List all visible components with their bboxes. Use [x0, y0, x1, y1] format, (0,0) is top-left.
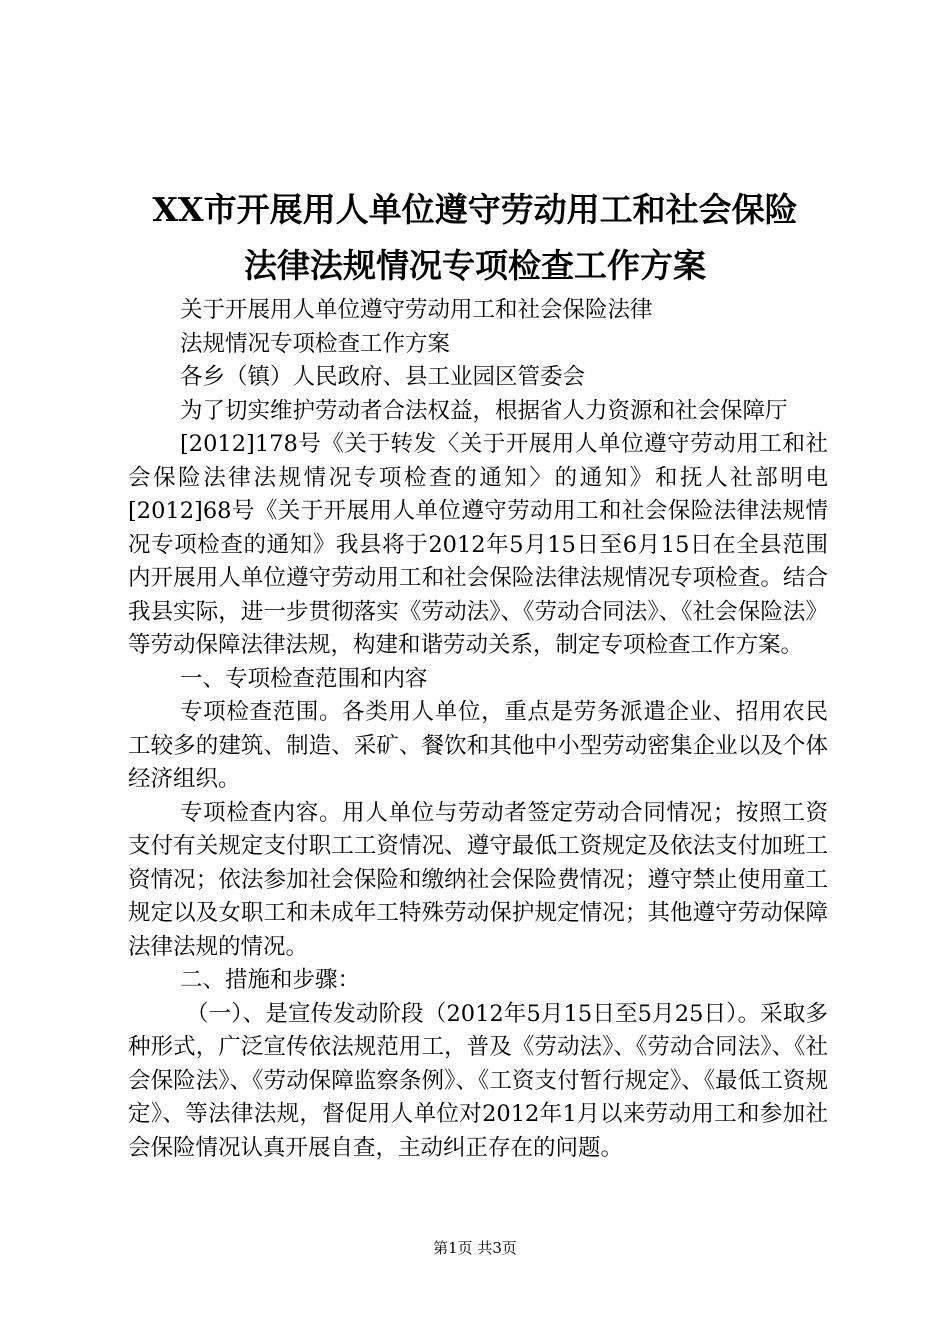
page-number: 第1页 共3页 — [433, 1239, 517, 1257]
paragraph-stage-1: （一）、是宣传发动阶段（2012年5月15日至5月25日）。采取多种形式，广泛宣传依法规范用工，普及《劳动法》、《劳动合同法》、《社会保险法》、《劳动保障监察条例》、《工资支付暂行规定》、《最低工资规定》、等法律法规，督促用人单位对2012年1月以来劳动用工和参加社会保险情况认真开展自查，主动纠正存在的问题。 — [128, 1000, 828, 1161]
document-body — [128, 294, 828, 1165]
paragraph-intro: 为了切实维护劳动者合法权益，根据省人力资源和社会保障厅 — [180, 397, 788, 424]
subtitle-line-1: 关于开展用人单位遵守劳动用工和社会保险法律 — [180, 297, 653, 323]
paragraph-basis: [2012]178号《关于转发〈关于开展用人单位遵守劳动用工和社会保险法律法规情况专项检查的通知〉的通知》和抚人社部明电[2012]68号《关于开展用人单位遵守劳动用工和社会保险法律法规情况专项检查的通知》我县将于2012年5月15日至6月15日在全县范围内开展用人单位遵守劳动用工和社会保险法律法规情况专项检查。结合我县实际，进一步贯彻落实《劳动法》、《劳动合同法》、《社会保险法》等劳动保障法律法规，构建和谐劳动关系，制定专项检查工作方案。 — [128, 431, 828, 658]
addressee: 各乡（镇）人民政府、县工业园区管委会 — [180, 364, 586, 390]
document-title-line-2: 法律法规情况专项检查工作方案 — [244, 246, 706, 285]
document-title-line-1: XX市开展用人单位遵守劳动用工和社会保险 — [152, 190, 798, 229]
paragraph-scope: 专项检查范围。各类用人单位，重点是劳务派遣企业、招用农民工较多的建筑、制造、采矿、餐饮和其他中小型劳动密集企业以及个体经济组织。 — [128, 699, 828, 792]
section-heading-1: 一、专项检查范围和内容 — [180, 665, 428, 692]
section-heading-2: 二、措施和步骤： — [180, 967, 361, 993]
paragraph-content: 专项检查内容。用人单位与劳动者签定劳动合同情况；按照工资支付有关规定支付职工工资情况、遵守最低工资规定及依法支付加班工资情况；依法参加社会保险和缴纳社会保险费情况；遵守禁止使用童工规定以及女职工和未成年工特殊劳动保护规定情况；其他遵守劳动保障法律法规的情况。 — [128, 799, 828, 960]
subtitle-line-2: 法规情况专项检查工作方案 — [180, 330, 451, 357]
